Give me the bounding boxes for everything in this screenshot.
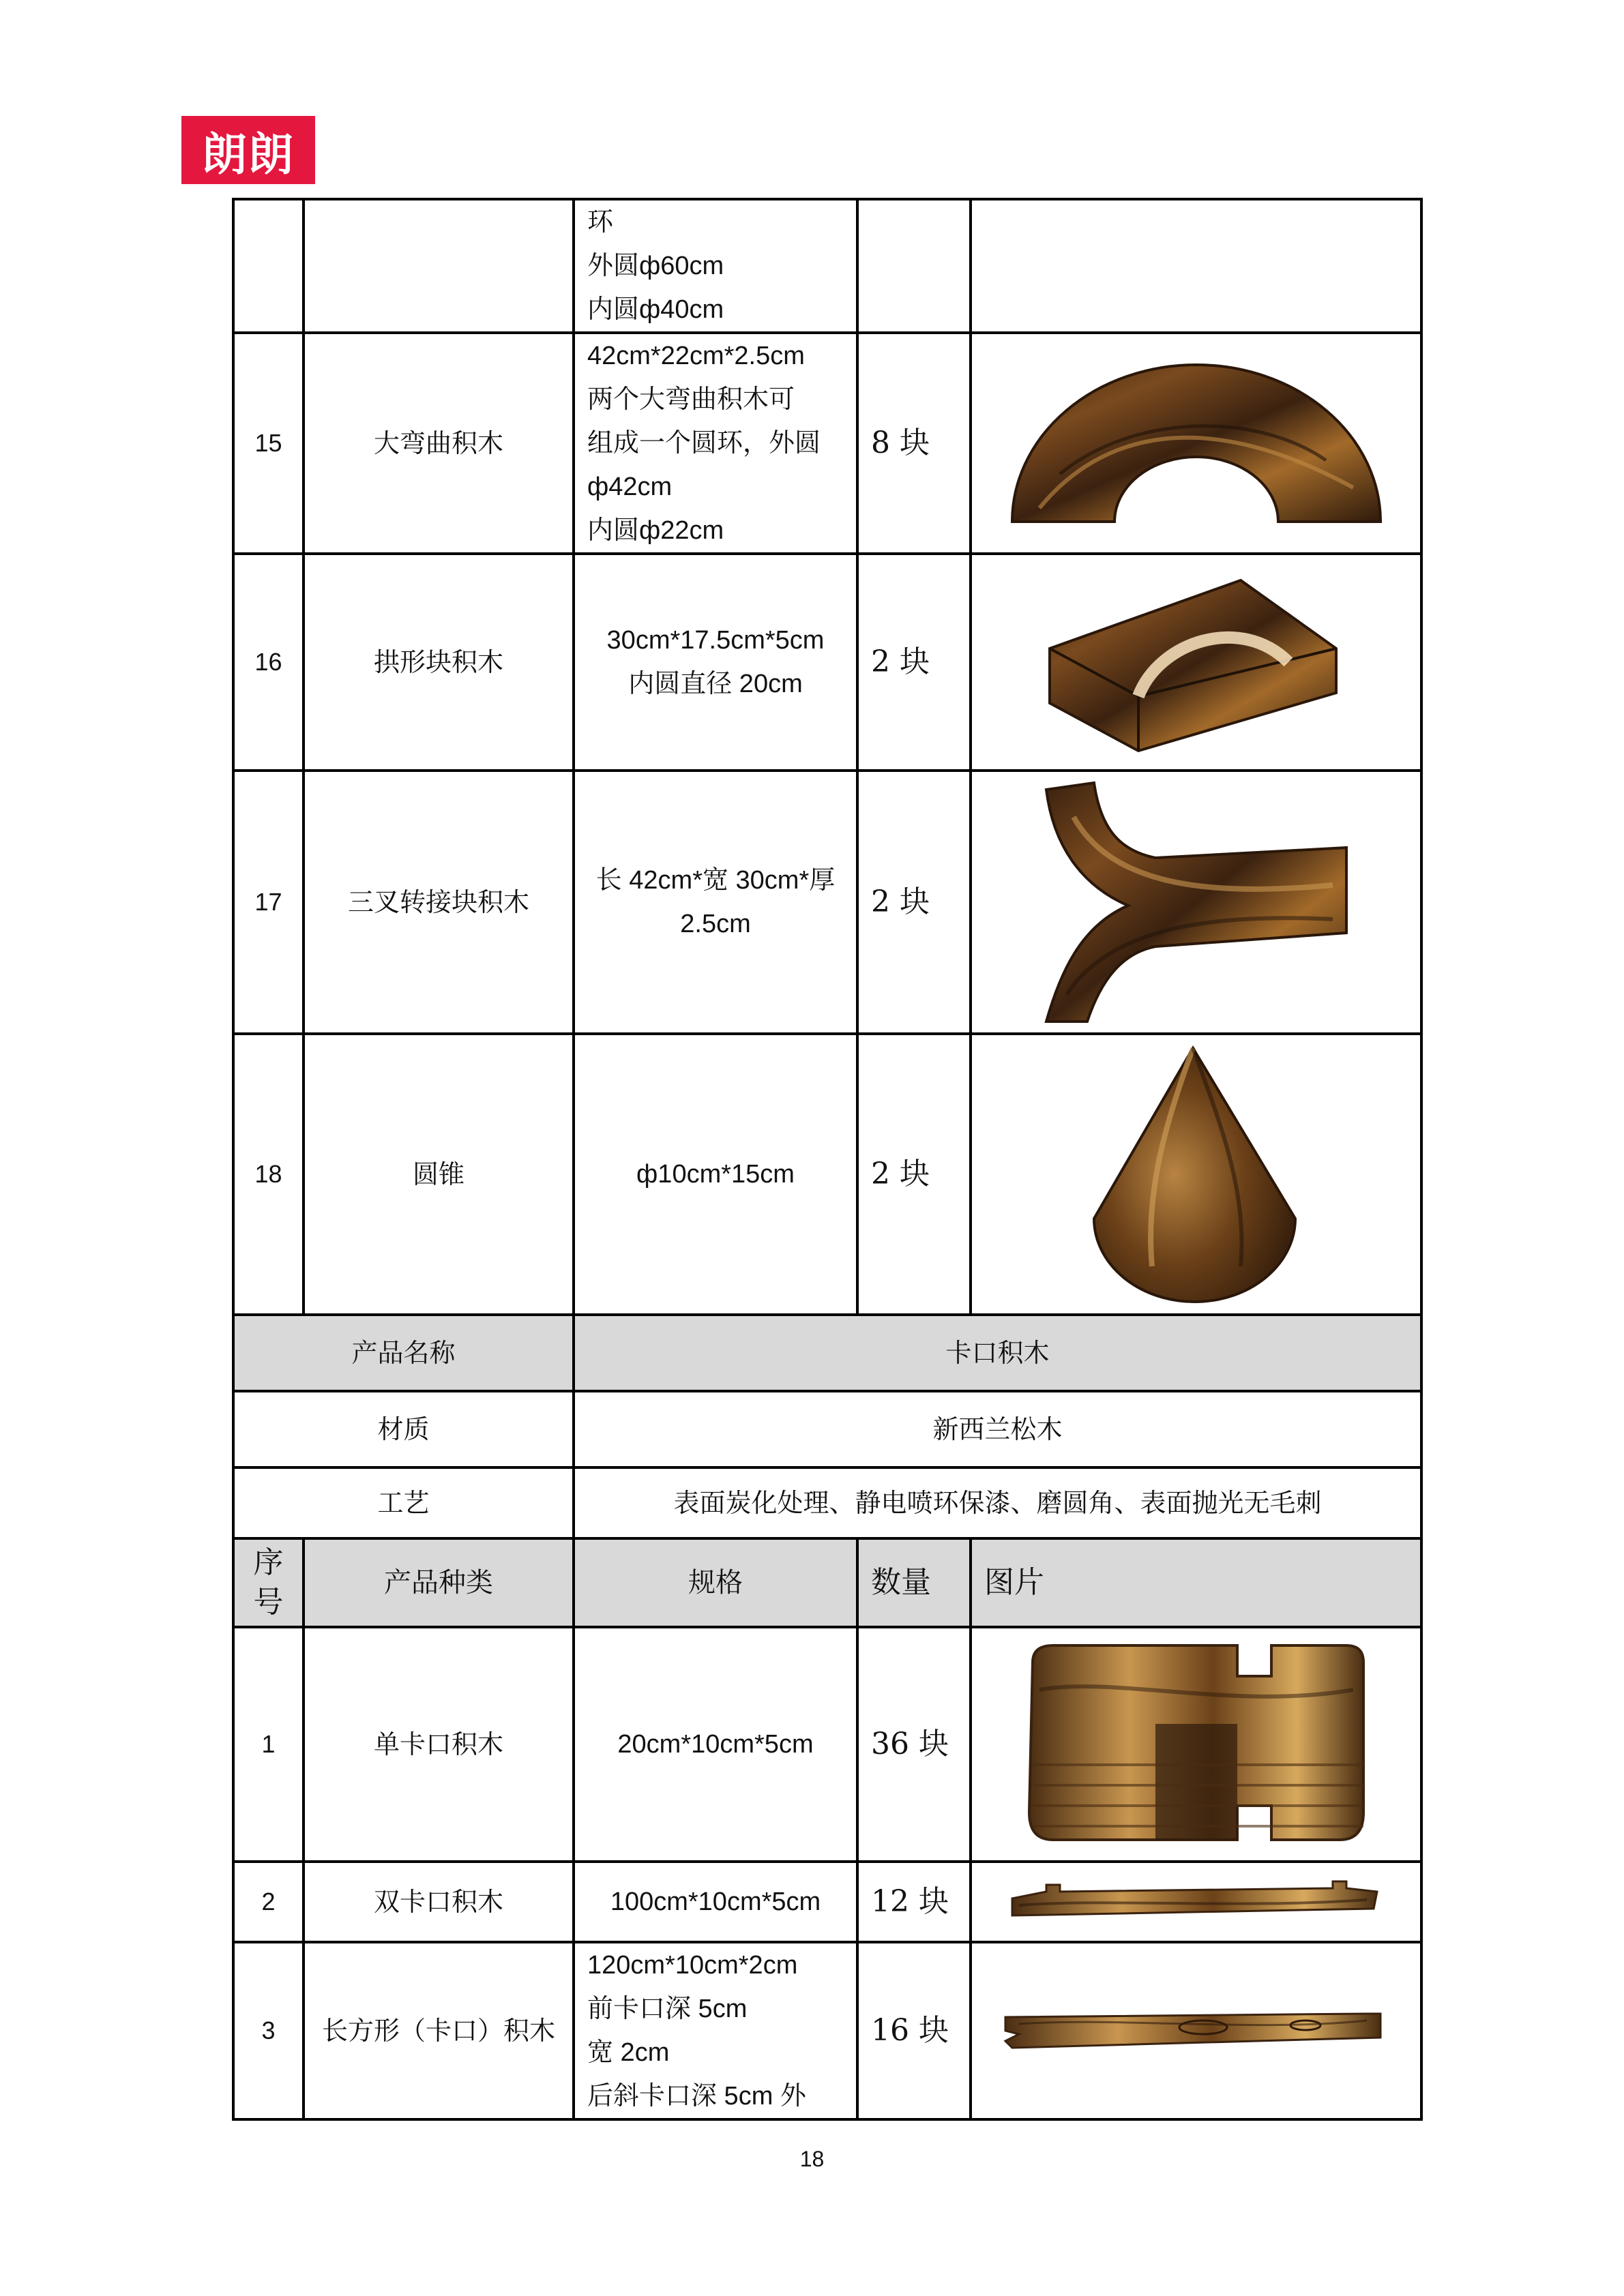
spec-line: 组成一个圆环，外圆 bbox=[587, 429, 821, 458]
header-serial-line: 序 bbox=[253, 1545, 284, 1580]
row-number: 18 bbox=[233, 1034, 304, 1315]
brand-logo: 朗朗 bbox=[181, 116, 315, 184]
spec-cell bbox=[574, 199, 857, 333]
table-row bbox=[233, 554, 1421, 771]
product-name-label: 产品名称 bbox=[233, 1315, 574, 1391]
row-number: 17 bbox=[233, 771, 304, 1034]
quantity: 16 块 bbox=[857, 1942, 971, 2119]
spec-cell bbox=[574, 1862, 857, 1942]
spec-line: 120cm*10cm*2cm bbox=[587, 1951, 798, 1980]
row-number: 16 bbox=[233, 554, 304, 771]
quantity bbox=[857, 199, 971, 333]
spec-line: 前卡口深 5cm bbox=[587, 1995, 748, 2023]
header-serial-line: 号 bbox=[253, 1585, 284, 1620]
spec-line: 100cm*10cm*5cm bbox=[610, 1888, 821, 1916]
double-slot-block-icon bbox=[1005, 1871, 1387, 1933]
row-number: 2 bbox=[233, 1862, 304, 1942]
craft-row bbox=[233, 1467, 1421, 1538]
spec-line: 环 bbox=[587, 208, 614, 237]
spec-cell bbox=[574, 554, 857, 771]
spec-cell bbox=[574, 1034, 857, 1315]
product-type: 三叉转接块积木 bbox=[304, 771, 574, 1034]
spec-cell bbox=[574, 1942, 857, 2119]
table-row bbox=[233, 1627, 1421, 1862]
quantity: 2 块 bbox=[857, 771, 971, 1034]
spec-line: 内圆ф22cm bbox=[587, 516, 724, 545]
page-number: 18 bbox=[799, 2147, 825, 2171]
table-row bbox=[233, 1942, 1421, 2119]
row-number bbox=[233, 199, 304, 333]
table-row bbox=[233, 1034, 1421, 1315]
quantity: 2 块 bbox=[857, 1034, 971, 1315]
picture-cell bbox=[971, 1627, 1421, 1862]
product-name-row bbox=[233, 1315, 1421, 1391]
cone-block-icon bbox=[1084, 1041, 1309, 1307]
row-number: 3 bbox=[233, 1942, 304, 2119]
rectangular-slot-block-icon bbox=[999, 2003, 1394, 2058]
spec-line: 内圆ф40cm bbox=[587, 295, 724, 324]
product-name-value: 卡口积木 bbox=[574, 1315, 1421, 1391]
product-type: 圆锥 bbox=[304, 1034, 574, 1315]
single-slot-block-icon bbox=[1012, 1635, 1381, 1853]
table-row bbox=[233, 1862, 1421, 1942]
spec-cell bbox=[574, 333, 857, 554]
material-row bbox=[233, 1391, 1421, 1467]
product-type: 拱形块积木 bbox=[304, 554, 574, 771]
spec-line: ф10cm*15cm bbox=[636, 1160, 795, 1189]
quantity: 8 块 bbox=[857, 333, 971, 554]
header-picture: 图片 bbox=[971, 1538, 1421, 1627]
picture-cell bbox=[971, 1862, 1421, 1942]
header-quantity: 数量 bbox=[857, 1538, 971, 1627]
picture-cell bbox=[971, 333, 1421, 554]
spec-line: 长 42cm*宽 30cm*厚 bbox=[595, 866, 836, 895]
material-value: 新西兰松木 bbox=[574, 1391, 1421, 1467]
spec-cell bbox=[574, 1627, 857, 1862]
product-type: 单卡口积木 bbox=[304, 1627, 574, 1862]
product-type: 双卡口积木 bbox=[304, 1862, 574, 1942]
header-spec: 规格 bbox=[574, 1538, 857, 1627]
spec-line: 两个大弯曲积木可 bbox=[587, 385, 795, 414]
picture-cell bbox=[971, 771, 1421, 1034]
table-row bbox=[233, 771, 1421, 1034]
row-number: 15 bbox=[233, 333, 304, 554]
spec-line: 42cm*22cm*2.5cm bbox=[587, 342, 805, 370]
product-spec-sheet bbox=[232, 198, 1420, 2121]
spec-line: 内圆直径 20cm bbox=[628, 670, 803, 698]
large-arc-block-icon bbox=[999, 351, 1394, 535]
product-type: 大弯曲积木 bbox=[304, 333, 574, 554]
table-row bbox=[233, 333, 1421, 554]
spec-line: 宽 2cm bbox=[587, 2038, 670, 2067]
table-header-row bbox=[233, 1538, 1421, 1627]
arch-block-icon bbox=[1036, 567, 1357, 758]
table-row bbox=[233, 199, 1421, 333]
spec-line: 2.5cm bbox=[680, 910, 751, 938]
spec-line: ф42cm bbox=[587, 473, 673, 501]
header-serial bbox=[233, 1538, 304, 1627]
spec-line: 后斜卡口深 5cm 外 bbox=[587, 2082, 806, 2111]
quantity: 12 块 bbox=[857, 1862, 971, 1942]
spec-line: 外圆ф60cm bbox=[587, 252, 724, 280]
picture-cell bbox=[971, 1942, 1421, 2119]
product-type: 长方形（卡口）积木 bbox=[304, 1942, 574, 2119]
spec-line: 30cm*17.5cm*5cm bbox=[606, 626, 825, 655]
craft-label: 工艺 bbox=[233, 1467, 574, 1538]
quantity: 36 块 bbox=[857, 1627, 971, 1862]
spec-line: 20cm*10cm*5cm bbox=[617, 1730, 814, 1759]
picture-cell bbox=[971, 199, 1421, 333]
spec-cell bbox=[574, 771, 857, 1034]
craft-value: 表面炭化处理、静电喷环保漆、磨圆角、表面抛光无毛刺 bbox=[574, 1467, 1421, 1538]
header-type: 产品种类 bbox=[304, 1538, 574, 1627]
product-type bbox=[304, 199, 574, 333]
material-label: 材质 bbox=[233, 1391, 574, 1467]
three-fork-block-icon bbox=[1019, 776, 1374, 1028]
row-number: 1 bbox=[233, 1627, 304, 1862]
picture-cell bbox=[971, 554, 1421, 771]
quantity: 2 块 bbox=[857, 554, 971, 771]
picture-cell bbox=[971, 1034, 1421, 1315]
